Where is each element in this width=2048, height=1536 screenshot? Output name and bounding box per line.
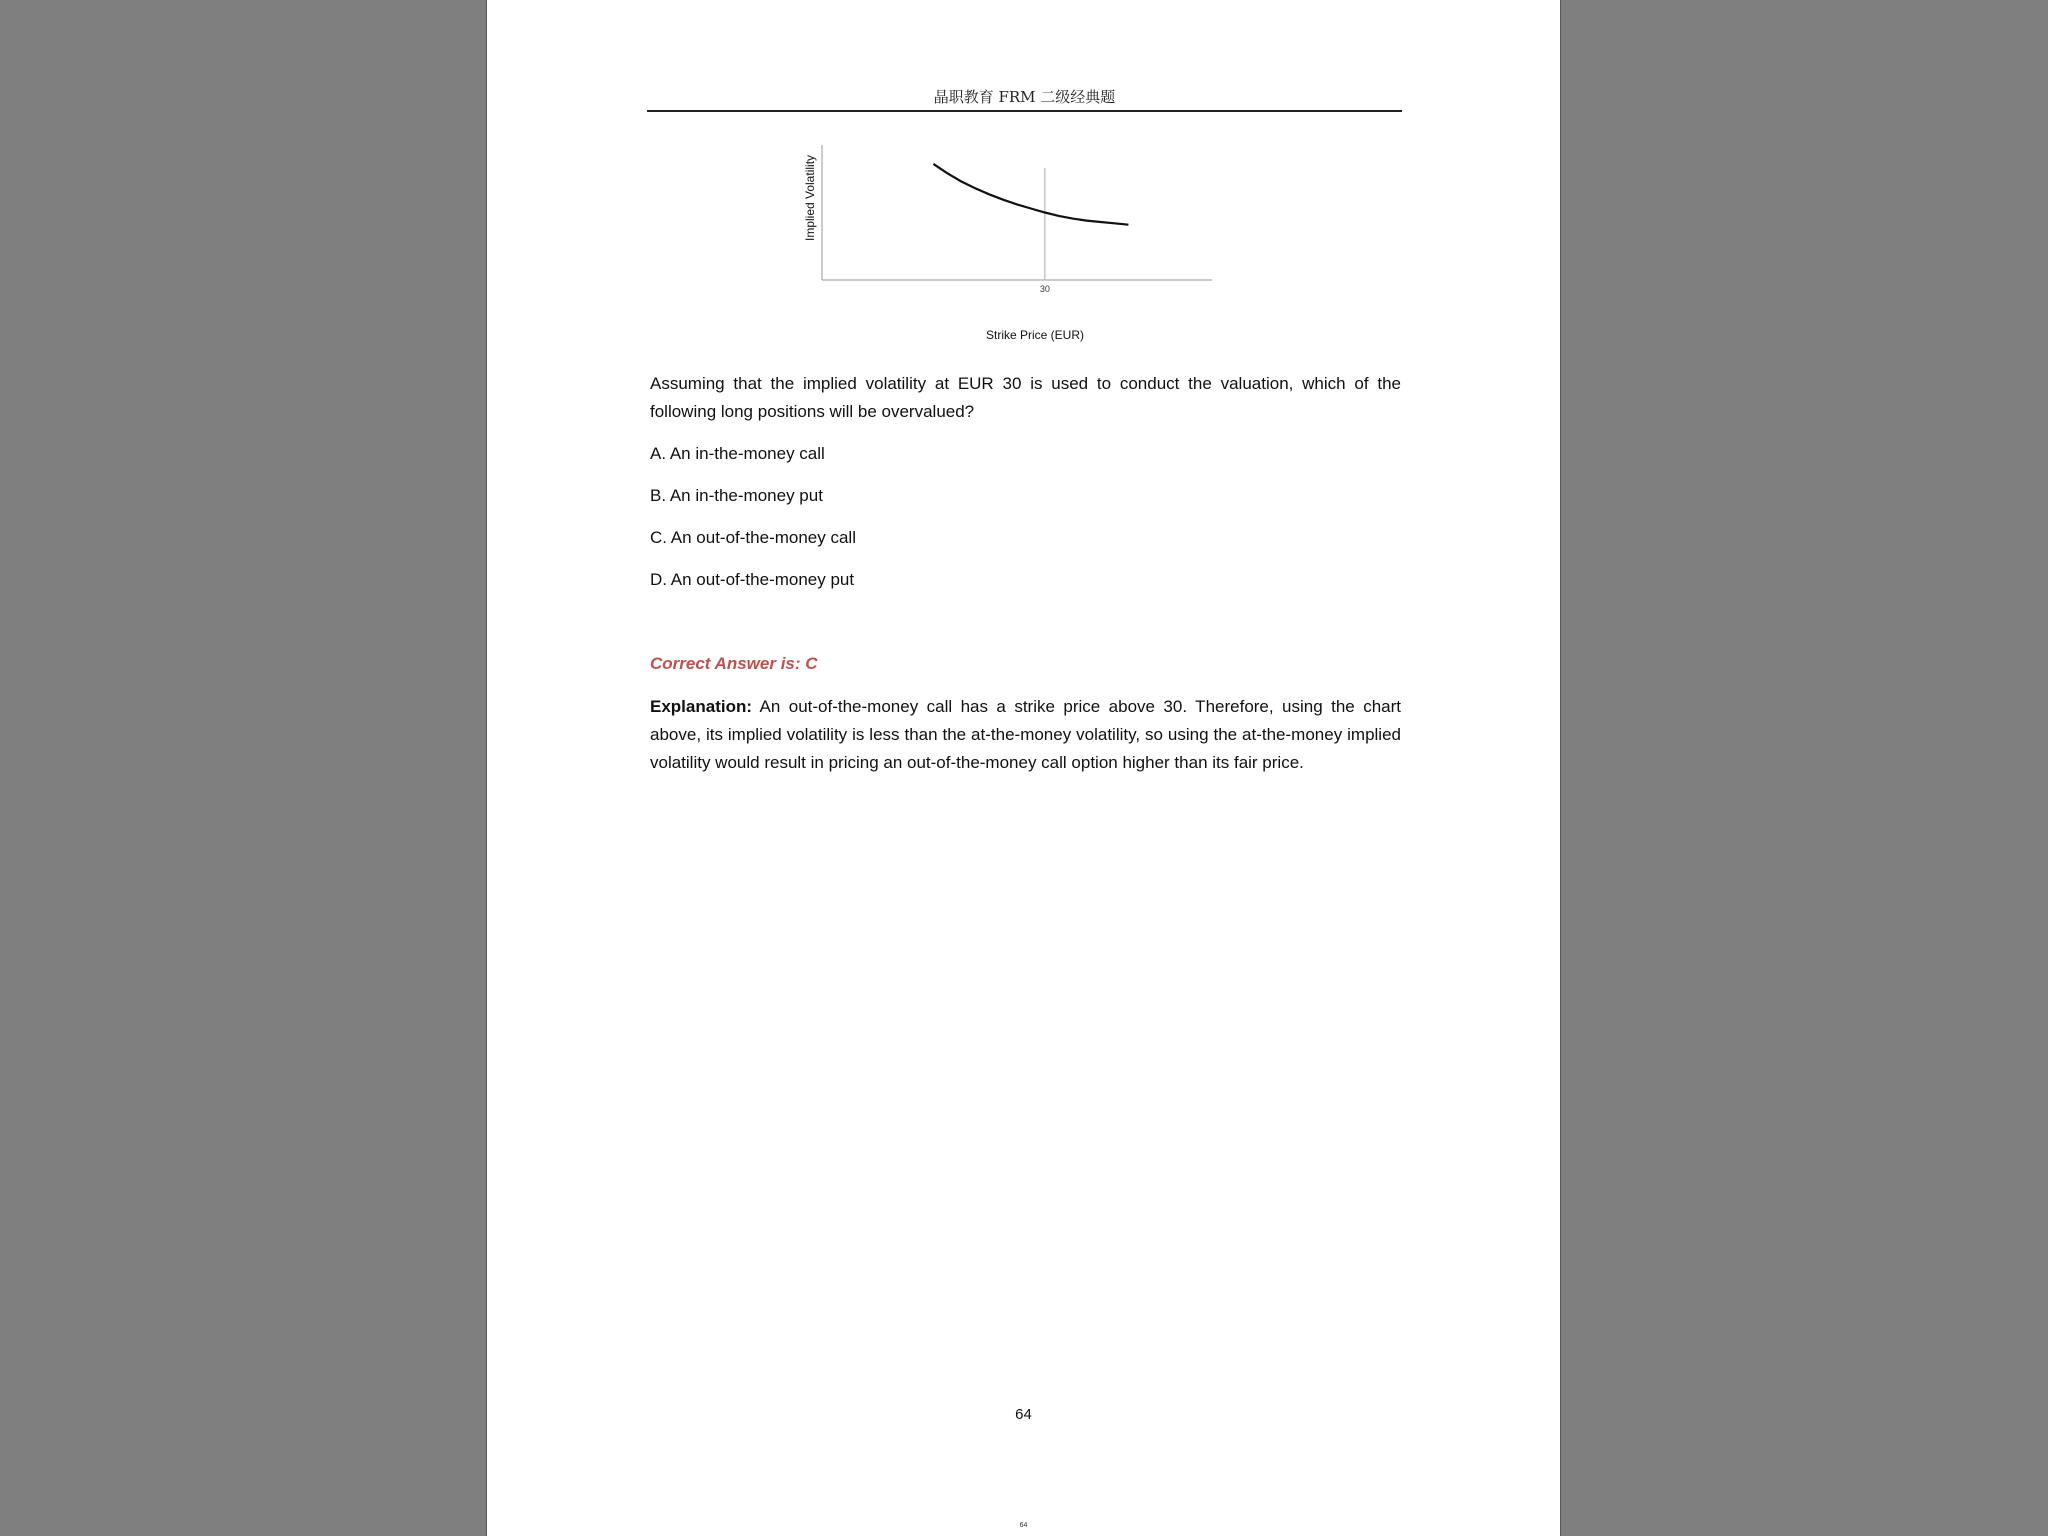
option-a: A. An in-the-money call	[650, 444, 825, 463]
document-page	[487, 0, 1560, 1536]
page-number-footer: 64	[1019, 1522, 1028, 1529]
explanation	[650, 693, 1401, 777]
page-number: 64	[1015, 1406, 1032, 1423]
x-axis-label: Strike Price (EUR)	[985, 328, 1085, 342]
option-d: D. An out-of-the-money put	[650, 570, 855, 589]
volatility-skew-curve	[933, 164, 1128, 225]
explanation-label: Explanation:	[650, 697, 753, 716]
option-b: B. An in-the-money put	[650, 486, 823, 505]
correct-answer: Correct Answer is: C	[650, 654, 818, 673]
explanation-text: An out-of-the-money call has a strike price above 30. Therefore, using the chart above, its implied volatility is less than the at-the-money volatility, so using the at-the-money implied volatility would result in pricing an out-of-the-money call option higher than its fair price.	[650, 697, 1401, 772]
x-tick-label: 30	[1039, 284, 1050, 294]
option-c: C. An out-of-the-money call	[650, 528, 856, 547]
question-text: Assuming that the implied volatility at EUR 30 is used to conduct the valuation, which of the following long positions will be overvalued?	[650, 374, 1401, 421]
implied-volatility-chart	[797, 140, 1247, 350]
page-header: 晶职教育 FRM 二级经典题	[647, 86, 1402, 112]
y-axis-label: Implied Volatility	[803, 154, 817, 242]
